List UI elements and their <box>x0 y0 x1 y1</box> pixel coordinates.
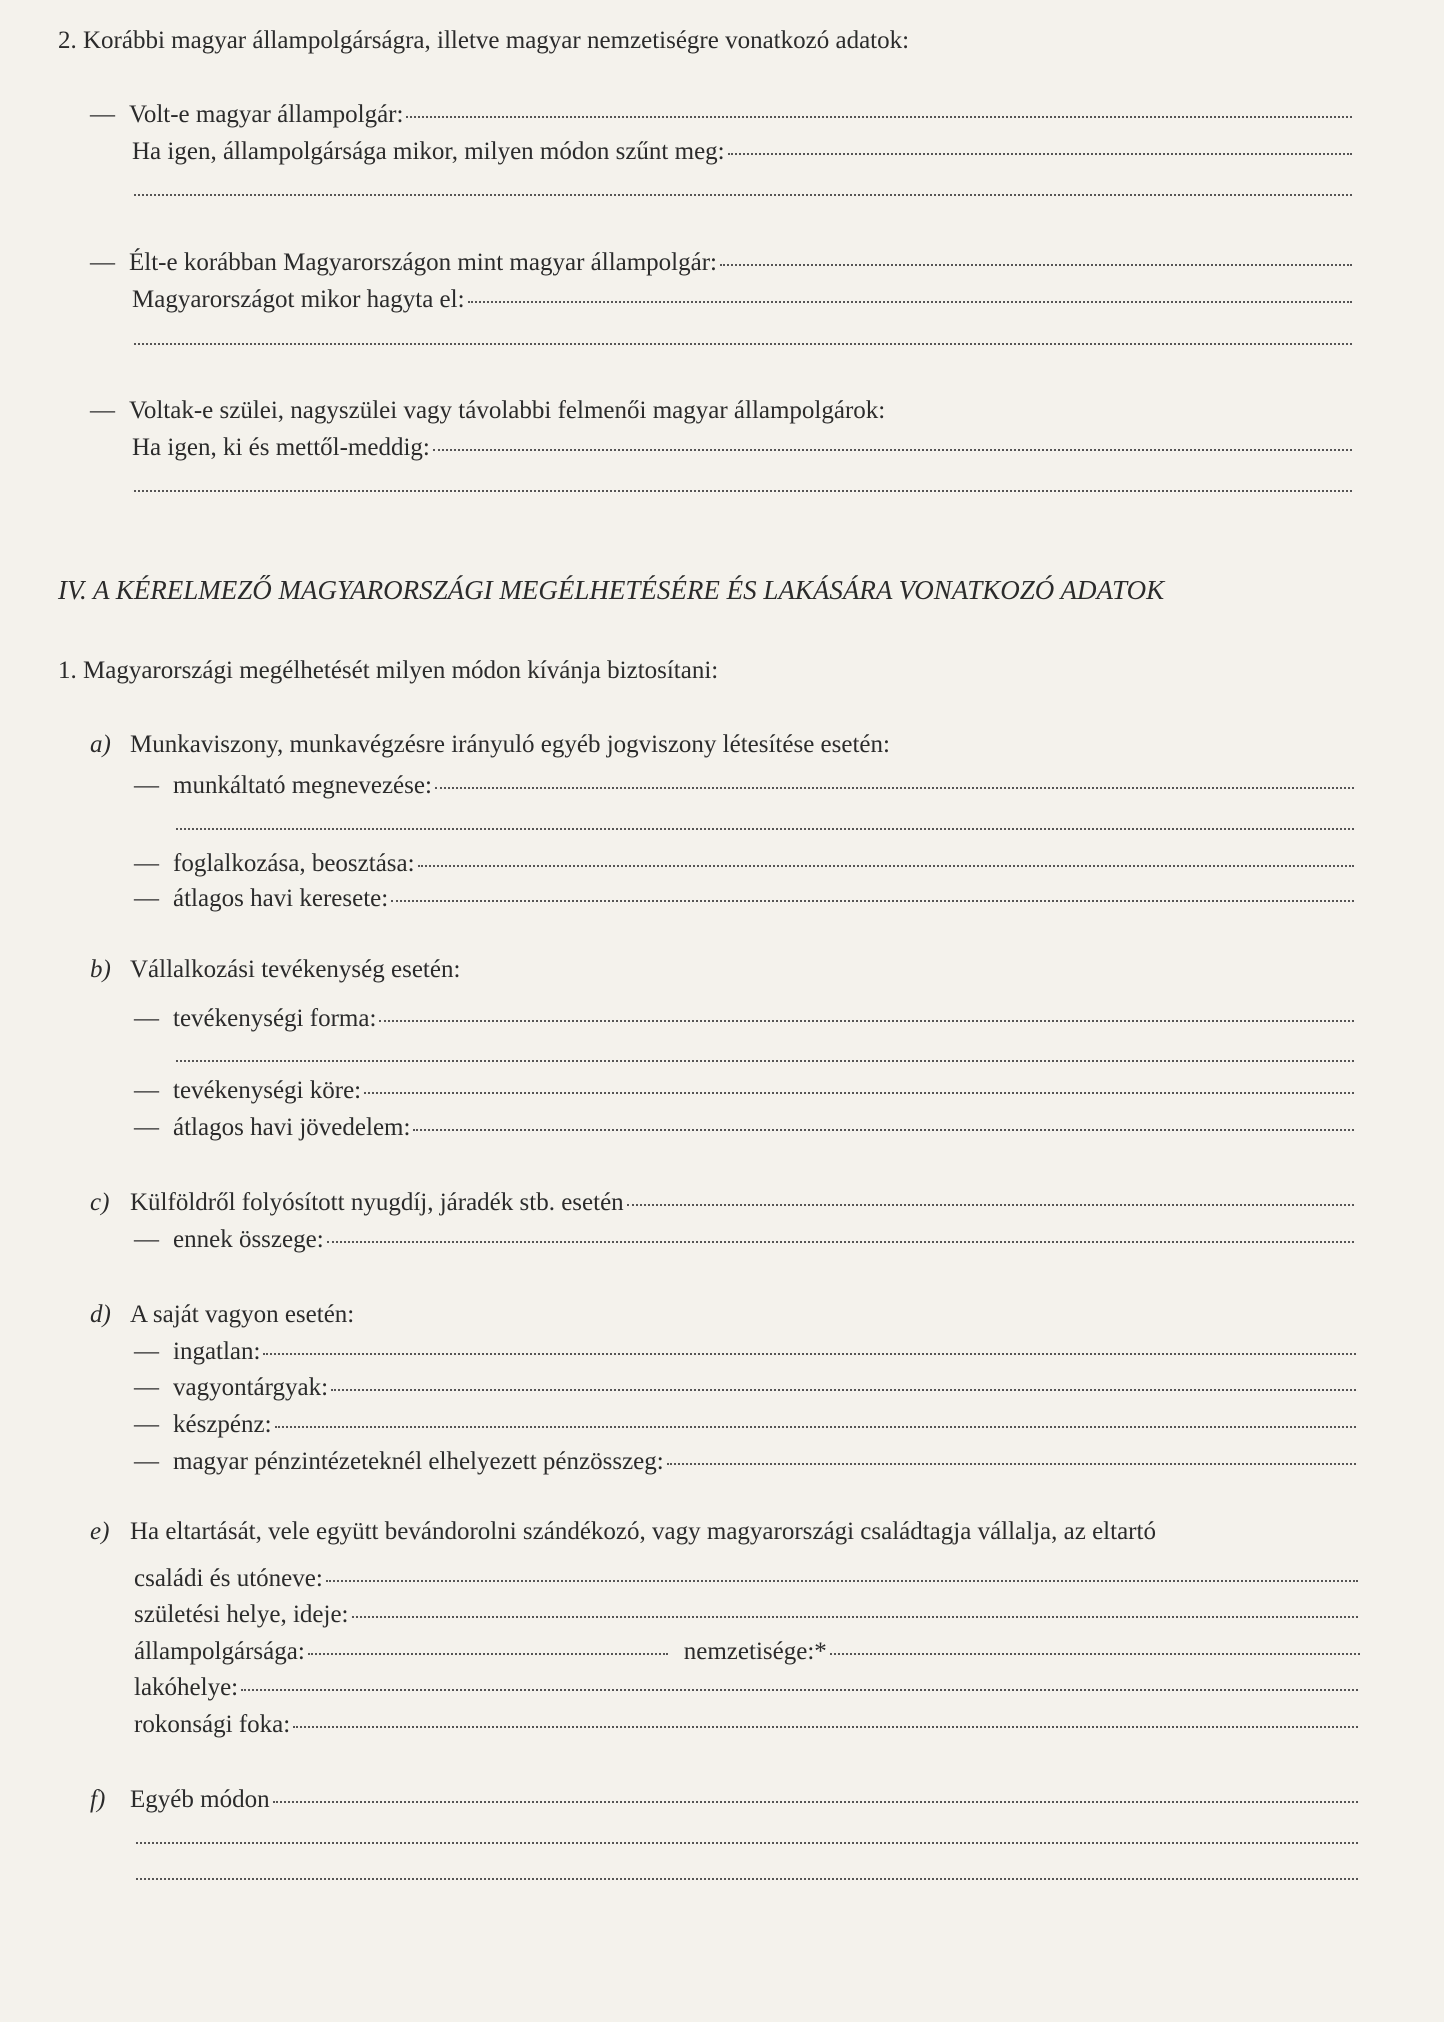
field-supporter-kinship[interactable]: rokonsági foka: <box>134 1710 1358 1740</box>
field-monthly-income[interactable]: — átlagos havi jövedelem: <box>134 1113 1354 1143</box>
field-valuables[interactable]: — vagyontárgyak: <box>134 1373 1356 1403</box>
blank-line[interactable] <box>136 1842 1358 1844</box>
field-supporter-name[interactable]: családi és utóneve: <box>134 1564 1358 1594</box>
field-foreign-pension[interactable]: c) Külföldről folyósított nyugdíj, járadék stb. esetén <box>90 1188 1354 1218</box>
question-livelihood: 1. Magyarországi megélhetését milyen módon kívánja biztosítani: <box>58 657 719 684</box>
blank-line[interactable] <box>136 1878 1358 1880</box>
field-pension-amount[interactable]: — ennek összege: <box>134 1225 1354 1255</box>
field-real-estate[interactable]: — ingatlan: <box>134 1337 1356 1367</box>
field-cash[interactable]: — készpénz: <box>134 1410 1356 1440</box>
field-lived-in-hungary[interactable]: — Élt-e korábban Magyarországon mint magyar állampolgár: <box>90 248 1352 278</box>
field-occupation[interactable]: — foglalkozása, beosztása: <box>134 849 1354 879</box>
option-e-title: e) Ha eltartását, vele együtt bevándorolni szándékozó, vagy magyarországi családtagja vállalja, az eltartó <box>90 1518 1156 1545</box>
field-supporter-birth[interactable]: születési helye, ideje: <box>134 1600 1358 1630</box>
field-citizenship-ended[interactable]: Ha igen, állampolgársága mikor, milyen módon szűnt meg: <box>132 137 1352 167</box>
blank-line[interactable] <box>134 343 1352 345</box>
blank-line[interactable] <box>176 1060 1354 1062</box>
field-employer-name[interactable]: — munkáltató megnevezése: <box>134 771 1354 801</box>
option-a-title: a) Munkaviszony, munkavégzésre irányuló egyéb jogviszony létesítése esetén: <box>90 731 890 758</box>
field-left-hungary-when[interactable]: Magyarországot mikor hagyta el: <box>132 285 1352 315</box>
field-was-hungarian-citizen[interactable]: — Volt-e magyar állampolgár: <box>90 100 1352 130</box>
option-b-title: b) Vállalkozási tevékenység esetén: <box>90 956 461 983</box>
field-business-form[interactable]: — tevékenységi forma: <box>134 1004 1354 1034</box>
option-d-title: d) A saját vagyon esetén: <box>90 1301 355 1328</box>
blank-line[interactable] <box>134 194 1352 196</box>
field-monthly-salary[interactable]: — átlagos havi keresete: <box>134 884 1354 914</box>
section-4-heading: IV. A KÉRELMEZŐ MAGYARORSZÁGI MEGÉLHETÉSÉRE ÉS LAKÁSÁRA VONATKOZÓ ADATOK <box>58 575 1165 605</box>
field-bank-deposit[interactable]: — magyar pénzintézeteknél elhelyezett pénzösszeg: <box>134 1447 1356 1477</box>
field-business-scope[interactable]: — tevékenységi köre: <box>134 1076 1354 1106</box>
field-supporter-citizenship[interactable]: állampolgársága: nemzetisége:* <box>134 1637 1360 1667</box>
field-supporter-residence[interactable]: lakóhelye: <box>134 1673 1358 1703</box>
section-2-title: 2. Korábbi magyar állampolgárságra, illetve magyar nemzetiségre vonatkozó adatok: <box>58 27 910 54</box>
question-ancestors-citizens: — Voltak-e szülei, nagyszülei vagy távolabbi felmenői magyar állampolgárok: <box>90 397 886 424</box>
field-other-means[interactable]: f) Egyéb módon <box>90 1785 1358 1815</box>
field-ancestors-who-when[interactable]: Ha igen, ki és mettől-meddig: <box>132 433 1352 463</box>
blank-line[interactable] <box>176 828 1354 830</box>
blank-line[interactable] <box>134 490 1352 492</box>
